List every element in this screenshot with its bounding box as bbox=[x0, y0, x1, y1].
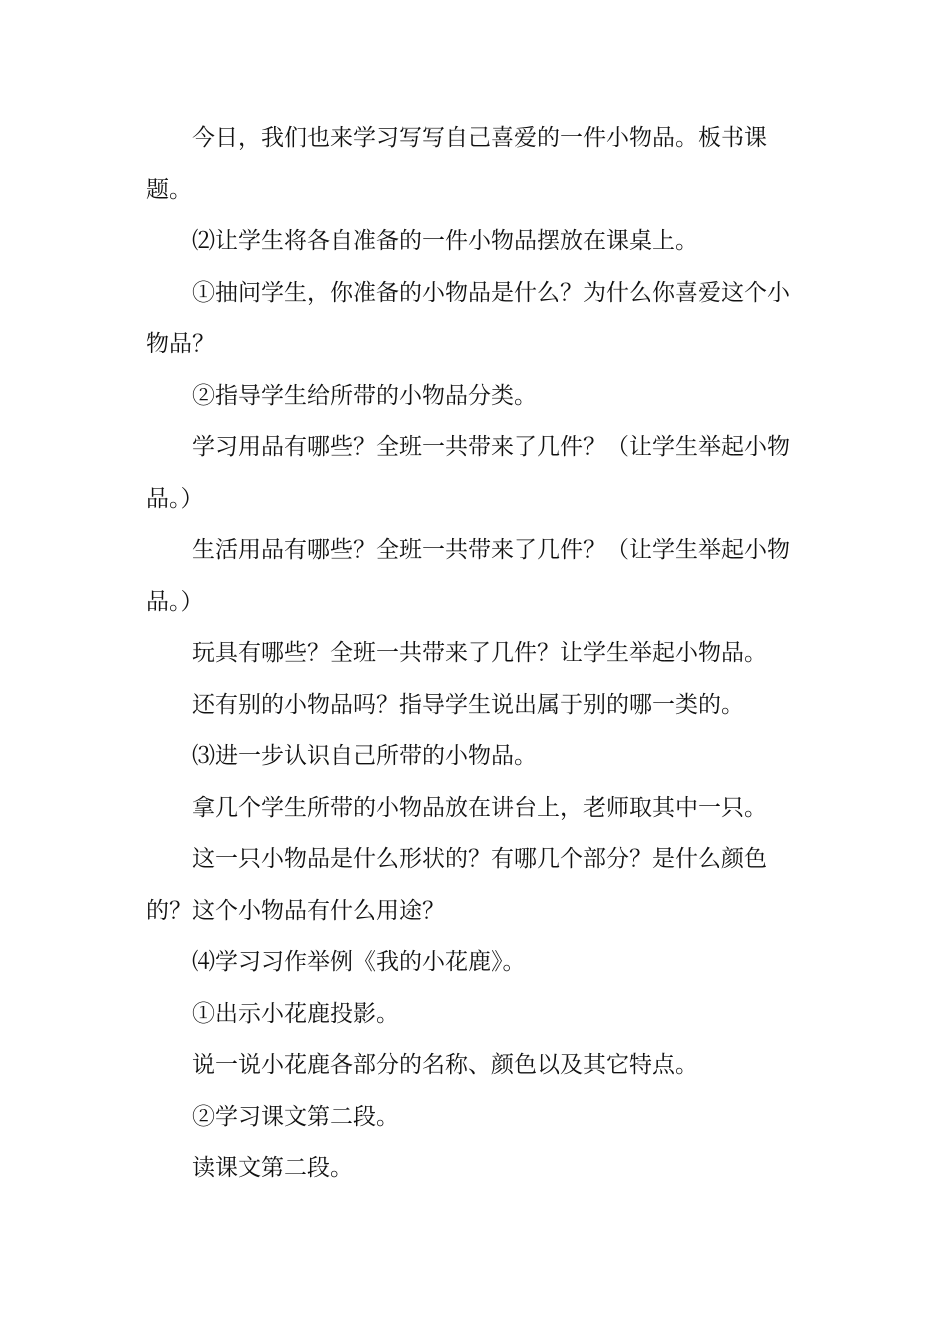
paragraph: 还有别的小物品吗？指导学生说出属于别的哪一类的。 bbox=[192, 691, 744, 718]
paragraph: ②指导学生给所带的小物品分类。 bbox=[192, 382, 537, 409]
document-body bbox=[146, 113, 806, 1195]
paragraph: ⑶进一步认识自己所带的小物品。 bbox=[192, 743, 537, 769]
paragraph: 读课文第二段。 bbox=[192, 1155, 353, 1181]
paragraph: 今日，我们也来学习写写自己喜爱的一件小物品。板书课题。 bbox=[146, 125, 767, 203]
paragraph: 学习用品有哪些？全班一共带来了几件？（让学生举起小物品。） bbox=[146, 434, 790, 512]
paragraph: 拿几个学生所带的小物品放在讲台上，老师取其中一只。 bbox=[192, 794, 767, 821]
paragraph: ⑵让学生将各自准备的一件小物品摆放在课桌上。 bbox=[192, 228, 698, 254]
paragraph: 说一说小花鹿各部分的名称、颜色以及其它特点。 bbox=[192, 1052, 698, 1078]
paragraph: ①出示小花鹿投影。 bbox=[192, 1000, 399, 1027]
paragraph: 玩具有哪些？全班一共带来了几件？让学生举起小物品。 bbox=[192, 640, 767, 666]
paragraph: 生活用品有哪些？全班一共带来了几件？（让学生举起小物品。） bbox=[146, 537, 790, 615]
paragraph: ①抽问学生，你准备的小物品是什么？为什么你喜爱这个小物品？ bbox=[146, 279, 790, 357]
paragraph: 这一只小物品是什么形状的？有哪几个部分？是什么颜色的？这个小物品有什么用途？ bbox=[146, 846, 767, 924]
paragraph: ⑷学习习作举例《我的小花鹿》。 bbox=[192, 949, 526, 975]
paragraph: ②学习课文第二段。 bbox=[192, 1103, 399, 1130]
